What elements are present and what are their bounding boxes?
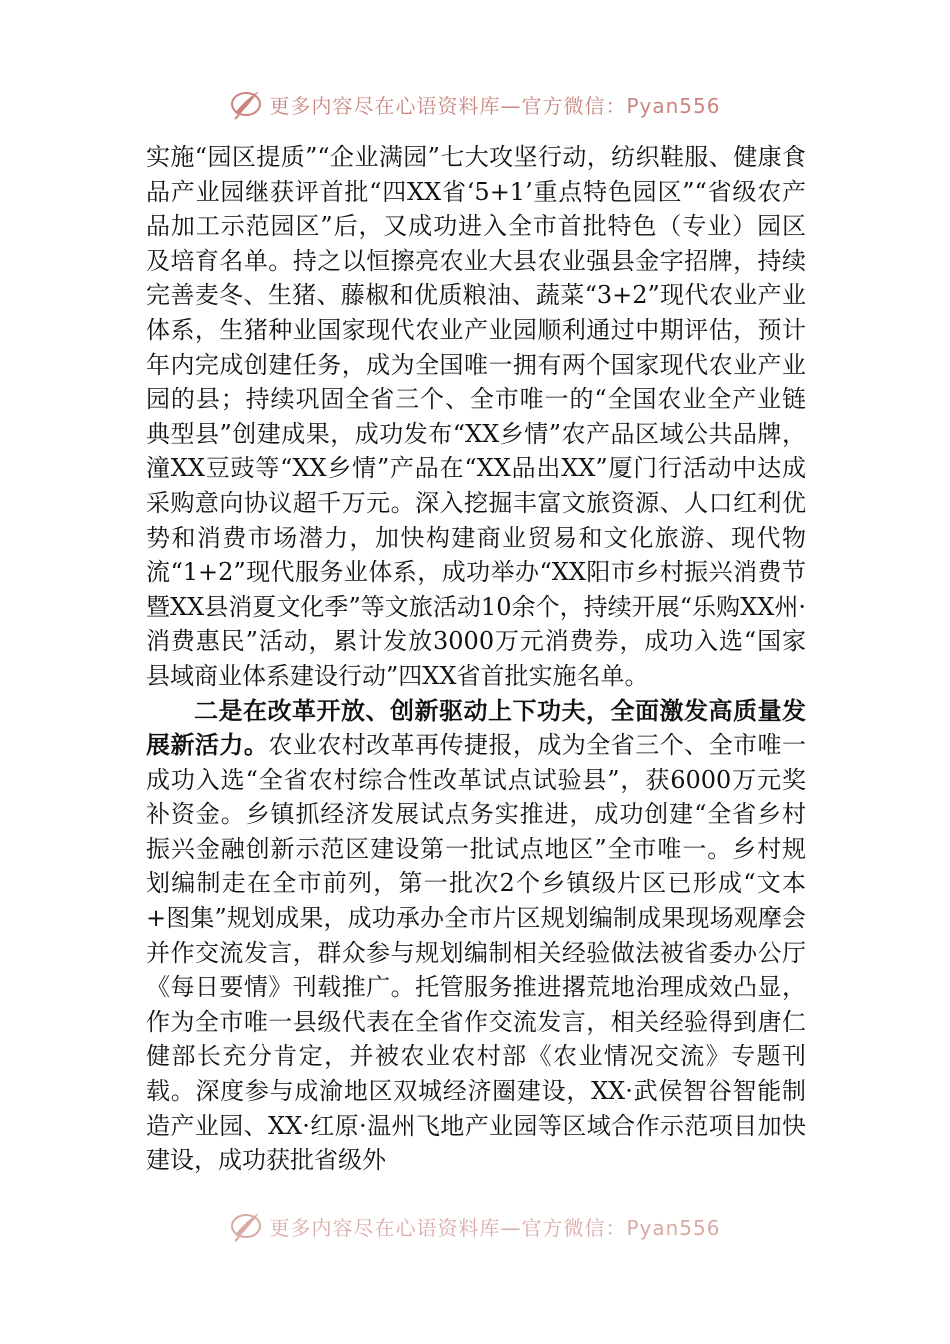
document-body — [146, 140, 806, 1178]
watermark-text: 更多内容尽在心语资料库—官方微信：Pyan556 — [269, 93, 721, 118]
watermark-text: 更多内容尽在心语资料库—官方微信：Pyan556 — [269, 1215, 721, 1240]
section-text: 农业农村改革再传捷报，成为全省三个、全市唯一成功入选“全省农村综合性改革试点试验县”，获6000万元奖补资金。乡镇抓经济发展试点务实推进，成功创建“全省乡村振兴金融创新示范区建设第一批试点地区”全市唯一。乡村规划编制走在全市前列，第一批次2个乡镇级片区已形成“文本+图集”规划成果，成功承办全市片区规划编制成果现场观摩会并作交流发言，群众参与规划编制相关经验做法被省委办公厅《每日要情》刊载推广。托管服务推进撂荒地治理成效凸显，作为全市唯一县级代表在全省作交流发言，相关经验得到唐仁健部长充分肯定，并被农业农村部《农业情况交流》专题刊载。深度参与成渝地区双城经济圈建设，XX·武侯智谷智能制造产业园、XX·红原·温州飞地产业园等区域合作示范项目加快建设，成功获批省级外 — [146, 731, 807, 1175]
body-paragraph: 实施“园区提质”“企业满园”七大攻坚行动，纺织鞋服、健康食品产业园继获评首批“四XX省‘5+1’重点特色园区”“省级农产品加工示范园区”后，又成功进入全市首批特色（专业）园区及培育名单。持之以恒擦亮农业大县农业强县金字招牌，持续完善麦冬、生猪、藤椒和优质粮油、蔬菜“3+2”现代农业产业体系，生猪种业国家现代农业产业园顺利通过中期评估，预计年内完成创建任务，成为全国唯一拥有两个国家现代农业产业园的县；持续巩固全省三个、全市唯一的“全国农业全产业链典型县”创建成果，成功发布“XX乡情”农产品区域公共品牌，潼XX豆豉等“XX乡情”产品在“XX品出XX”厦门行活动中达成采购意向协议超千万元。深入挖掘丰富文旅资源、人口红利优势和消费市场潜力，加快构建商业贸易和文化旅游、现代物流“1+2”现代服务业体系，成功举办“XX阳市乡村振兴消费节暨XX县消夏文化季”等文旅活动10余个，持续开展“乐购XX州·消费惠民”活动，累计发放3000万元消费券，成功入选“国家县域商业体系建设行动”四XX省首批实施名单。 — [146, 143, 806, 690]
pen-quill-logo-icon — [229, 87, 263, 121]
section-heading: 二是在改革开放、创新驱动上下功夫，全面激发高质量发展新活力。 — [146, 695, 806, 760]
header-watermark — [0, 84, 950, 124]
body-paragraph — [146, 694, 806, 1178]
pen-quill-logo-icon — [229, 1209, 263, 1243]
footer-watermark — [0, 1206, 950, 1246]
